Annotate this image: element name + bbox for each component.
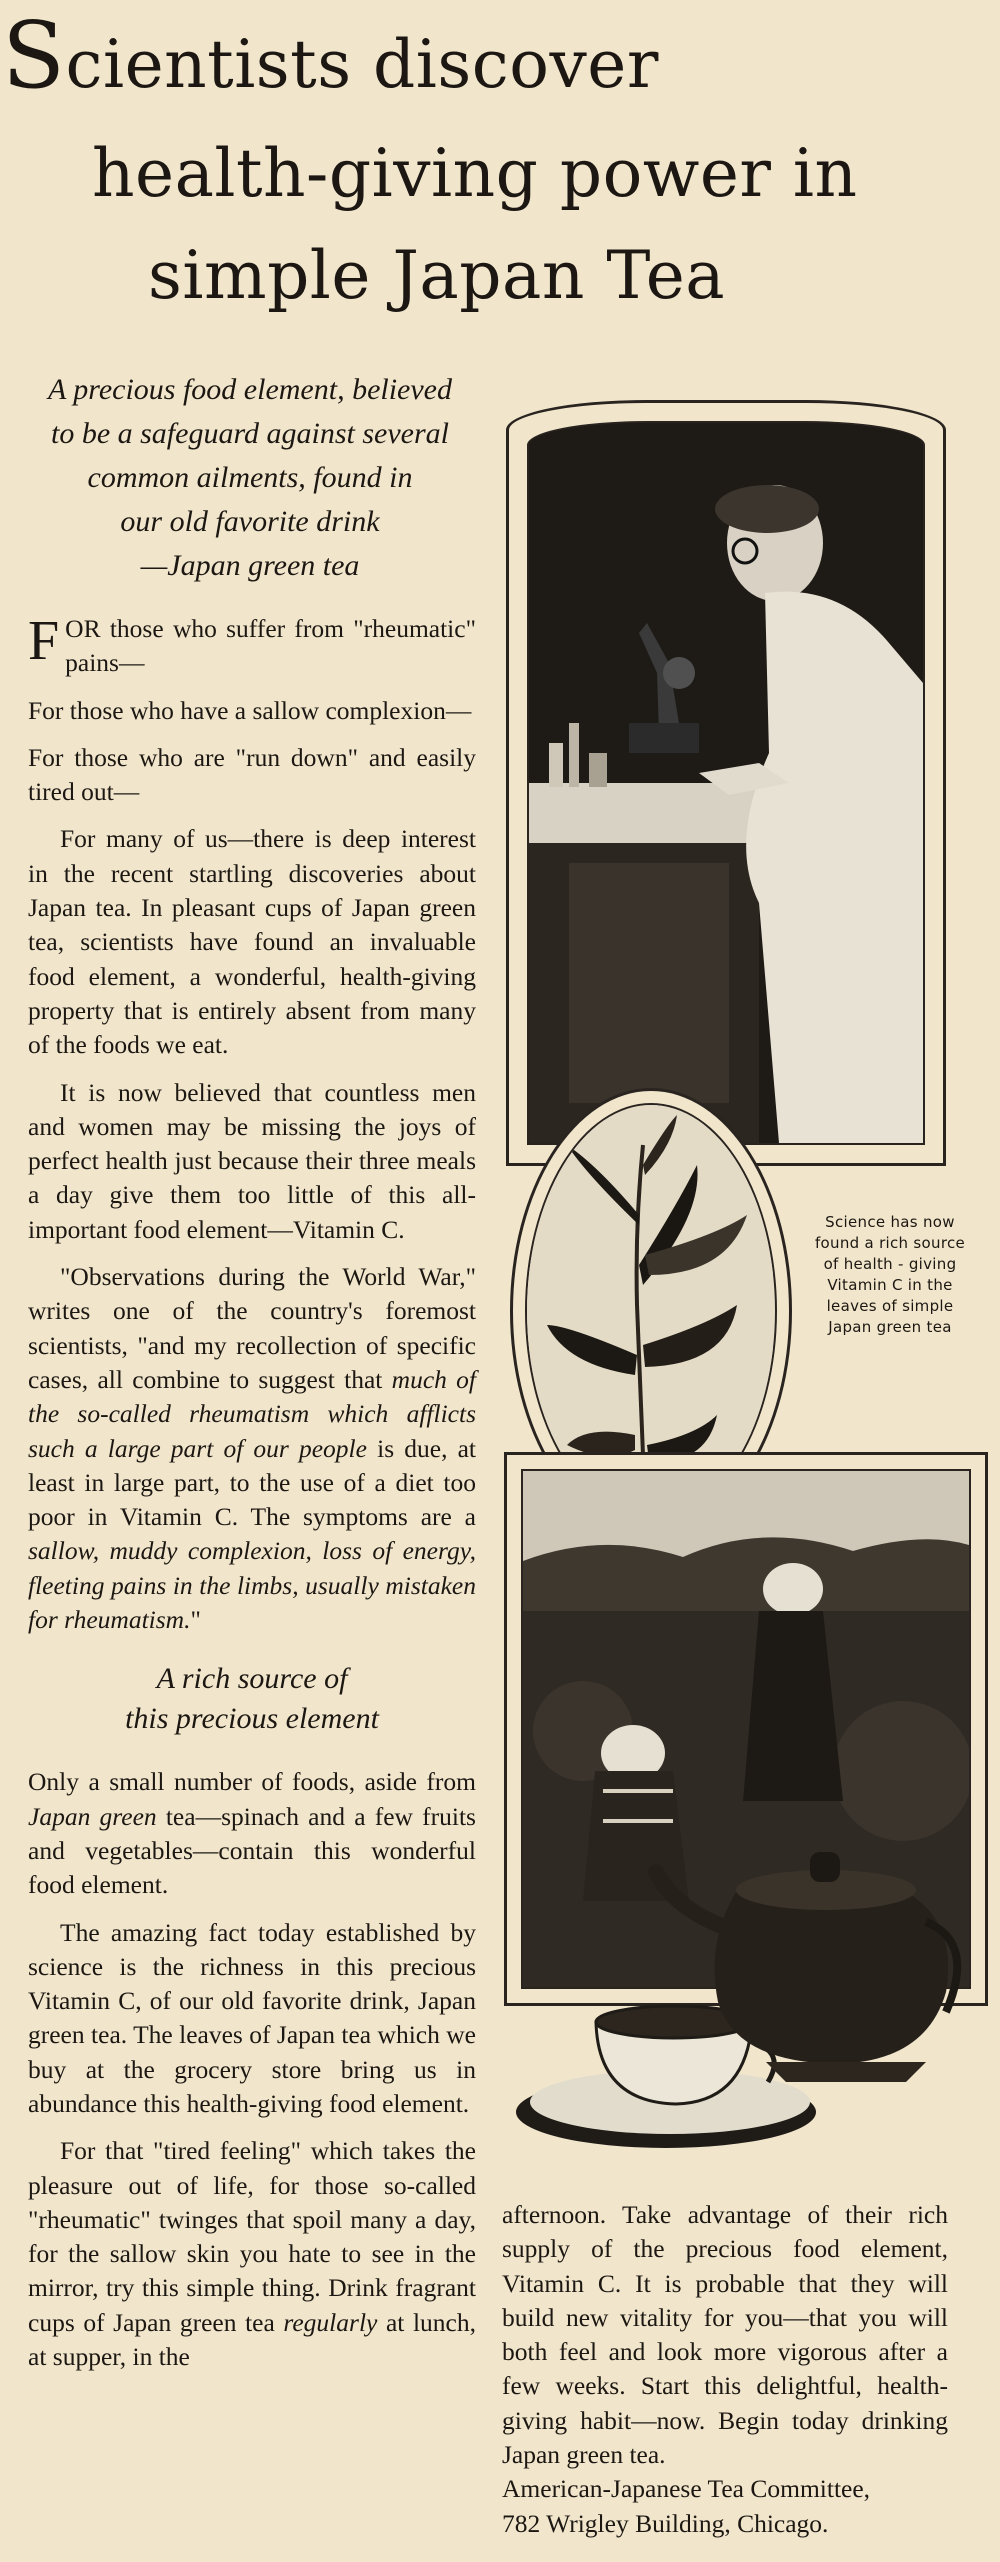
headline-line-1-text: cientists discover (65, 26, 659, 103)
emphasis: regularly (283, 2307, 378, 2337)
intro-line: common ailments, found in (87, 461, 413, 494)
paragraph: afternoon. Take advantage of their rich supply of the precious food element, Vitamin C. It is probable that they will build new vitality for you—that you will both feel and look more vigorous after a few weeks. Start this delightful, health-giving habit—now. Begin today drinking Japan green tea. (502, 2200, 948, 2470)
paragraph-text: For that "tired feeling" which takes the pleasure out of life, for those so-called "rheumatic" twinges that spoil many a day, for the sallow skin you hate to see in the mirror, try this simple thing. Drink fragrant cups of Japan green tea (28, 2136, 476, 2337)
subheading-line: A rich source of (156, 1662, 348, 1696)
emphasis: Japan green (28, 1801, 157, 1831)
subheading-line: this precious element (125, 1702, 379, 1736)
caption-line: of health - giving (823, 1255, 957, 1273)
subheading (28, 1659, 476, 1739)
signature (502, 2472, 948, 2541)
paragraph-text: at lunch, at supper, in the (28, 2307, 476, 2372)
paragraph-text: OR those who suffer from "rheumatic" pains— (65, 614, 476, 678)
paragraph-text: Only a small number of foods, aside from (28, 1767, 476, 1797)
caption-line: Science has now (825, 1213, 955, 1231)
paragraph (28, 612, 476, 681)
caption-line: found a rich source (814, 1234, 966, 1252)
paragraph: For those who are "run down" and easily tired out— (28, 742, 476, 807)
scientist-photo-frame (506, 400, 946, 1166)
body-column-left (28, 612, 476, 2387)
photo-caption (798, 1212, 982, 1338)
caption-line: Vitamin C in the (827, 1276, 953, 1294)
body-column-right (502, 2198, 948, 2541)
intro-line: our old favorite drink (120, 505, 380, 538)
paragraph-text: tea—spinach and a few fruits and vegetables—contain this wonderful food element. (28, 1801, 476, 1900)
headline-line-3: simple Japan Tea (148, 237, 726, 314)
intro-line: A precious food element, believed (47, 373, 453, 406)
headline-initial: S (2, 2, 66, 109)
paragraph-text: "Observations during the World War," writes one of the country's foremost scientists, "and my recollection of specific cases, all combine to suggest that (28, 1262, 476, 1394)
paragraph (28, 2134, 476, 2374)
headline-line-1 (2, 2, 659, 111)
intro-line: —Japan green tea (140, 549, 360, 582)
scientist-photo (527, 421, 925, 1145)
headline-line-2: health-giving power in (92, 135, 858, 212)
signature-line: 782 Wrigley Building, Chicago. (502, 2508, 829, 2538)
intro-blurb (10, 368, 490, 588)
paragraph: The amazing fact today established by science is the richness in this precious Vitamin C, of our old favorite drink, Japan green tea. The leaves of Japan tea which we buy at the grocery store bring us in abundance this health-giving food element. (28, 1917, 476, 2118)
caption-line: Japan green tea (828, 1318, 952, 1336)
scientist-illustration (529, 423, 923, 1143)
signature-line: American-Japanese Tea Committee, (502, 2474, 871, 2504)
intro-line: to be a safeguard against several (50, 417, 449, 450)
emphasis: sallow, muddy complexion, loss of energy, fleeting pains in the limbs, usually mistaken for rheumatism. (28, 1536, 476, 1635)
paragraph (28, 1765, 476, 1902)
paragraph (28, 1260, 476, 1637)
emphasis: much of the so-called rheumatism which afflicts such a large part of our people (28, 1364, 476, 1463)
paragraph: For those who have a sallow complexion— (28, 695, 472, 725)
paragraph-text: is due, at least in large part, to the use of a diet too poor in Vitamin C. The symptoms are a (28, 1433, 477, 1532)
drop-cap: F (28, 610, 60, 672)
paragraph: For many of us—there is deep interest in the recent startling discoveries about Japan tea. In pleasant cups of Japan green tea, scientists have found an invaluable food element, a wonderful, health-giving property that is entirely absent from many of the foods we eat. (28, 824, 476, 1060)
paragraph: It is now believed that countless men and women may be missing the joys of perfect health just because their three meals a day give them too little of this all-important food element—Vitamin C. (28, 1077, 476, 1244)
caption-line: leaves of simple (826, 1297, 954, 1315)
teapot-and-cup-illustration (506, 1812, 966, 2158)
paragraph-text: " (190, 1605, 201, 1635)
